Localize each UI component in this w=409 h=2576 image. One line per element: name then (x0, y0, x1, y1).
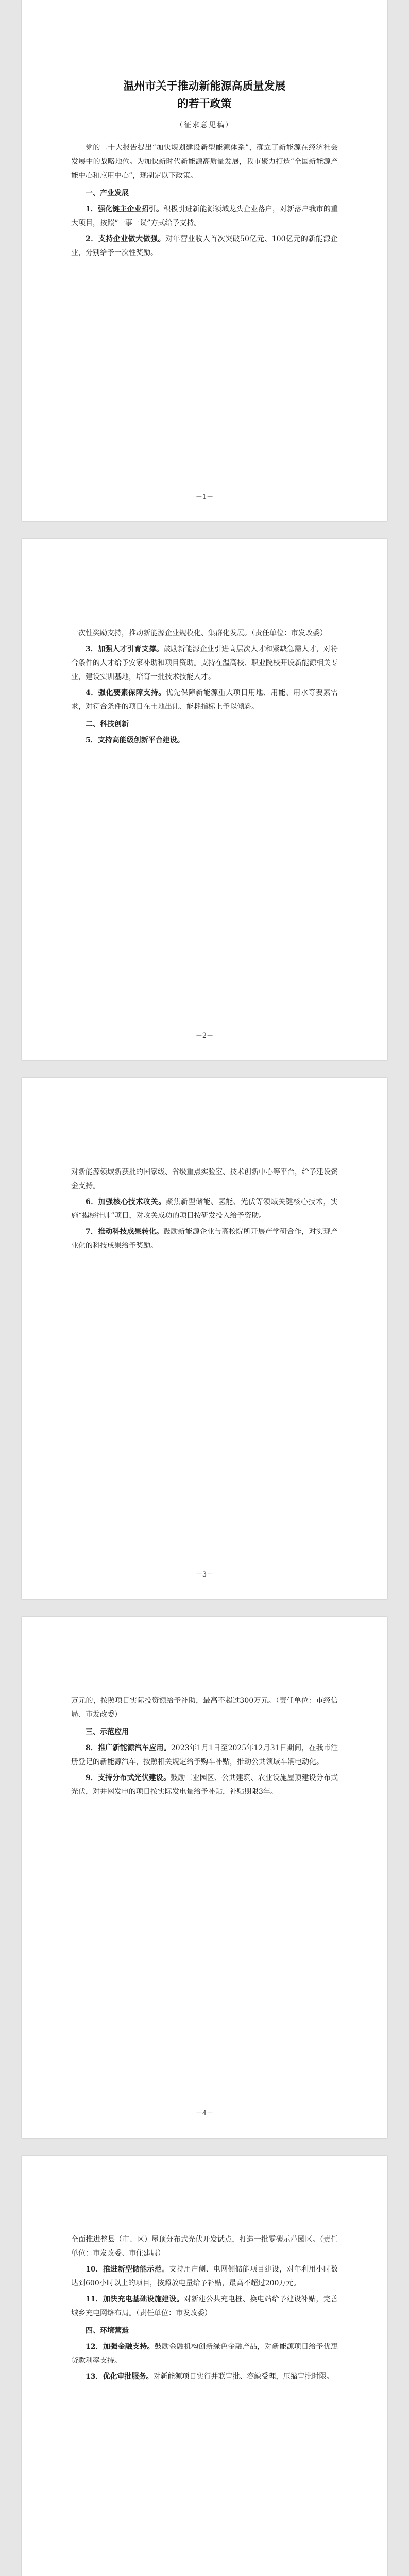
policy-item-9-lead: 9．支持分布式光伏建设。 (86, 1774, 171, 1782)
policy-item-4-lead: 4．强化要素保障支持。 (86, 689, 166, 697)
policy-item-11-lead: 11．加快充电基础设施建设。 (86, 2295, 184, 2303)
page-number: －4－ (195, 2110, 214, 2117)
policy-item-11-body: 对新建公共充电桩、换电站给予建设补贴，完善城乡充电网络布局。（责任单位：市发改委） (71, 2295, 338, 2317)
policy-item-8 (71, 1741, 338, 1769)
document-page-3 (22, 1078, 387, 1599)
policy-item-7-lead: 7．推动科技成果转化。 (86, 1228, 164, 1236)
policy-item-6 (71, 1195, 338, 1223)
policy-item-7-body: 鼓励新能源企业与高校院所开展产学研合作，对实现产业化的科技成果给予奖励。 (71, 1228, 338, 1250)
document-page-5 (22, 2156, 387, 2576)
page-number: －2－ (195, 1032, 214, 1040)
policy-item-7 (71, 1225, 338, 1253)
continued-paragraph: 全面推进整县（市、区）屋顶分布式光伏开发试点，打造一批零碳示范园区。（责任单位：市发改委、市住建局） (71, 2235, 338, 2258)
document-subtitle: （征求意见稿） (176, 121, 233, 129)
continued-paragraph: 万元的，按照项目实际投资额给予补助，最高不超过300万元。（责任单位：市经信局、市发改委） (71, 1697, 338, 1719)
policy-item-3-body: 鼓励新能源企业引进高层次人才和紧缺急需人才，对符合条件的人才给予安家补助和项目资助。支持在温高校、职业院校开设新能源相关专业，建设实训基地，培育一批技术技能人才。 (71, 645, 338, 681)
policy-item-12-body: 鼓励金融机构创新绿色金融产品，对新能源项目给予优惠贷款利率支持。 (71, 2343, 338, 2365)
document-page-2 (22, 539, 387, 1060)
policy-item-10 (71, 2263, 338, 2291)
section-heading-1: 一、产业发展 (86, 189, 129, 197)
policy-item-2-body: 对年营业收入首次突破50亿元、100亿元的新能源企业，分别给予一次性奖励。 (71, 235, 338, 257)
policy-item-1-lead: 1．强化链主企业招引。 (86, 205, 164, 213)
policy-item-13-lead: 13．优化审批服务。 (86, 2372, 154, 2381)
policy-item-9 (71, 1771, 338, 1799)
document-page-1 (22, 0, 387, 521)
title-line-1: 温州市关于推动新能源高质量发展 (123, 80, 286, 92)
policy-item-3-lead: 3．加强人才引育支撑。 (86, 645, 164, 653)
page-number: －3－ (195, 1571, 214, 1579)
policy-item-5 (71, 734, 338, 748)
policy-item-2 (71, 232, 338, 260)
page-number: －1－ (195, 493, 214, 501)
policy-item-3 (71, 642, 338, 684)
policy-item-5-lead: 5．支持高能级创新平台建设。 (86, 736, 184, 744)
title-line-2: 的若干政策 (177, 97, 232, 110)
continued-paragraph: 对新能源领域新获批的国家级、省级重点实验室、技术创新中心等平台，给予建设资金支持。 (71, 1168, 338, 1190)
policy-item-13 (71, 2370, 338, 2384)
policy-item-8-lead: 8．推广新能源汽车应用。 (86, 1744, 171, 1752)
policy-item-9-body: 鼓励工业园区、公共建筑、农业设施屋顶建设分布式光伏，对并网发电的项目按实际发电量给予补贴，补贴期限3年。 (71, 1774, 338, 1796)
policy-item-6-lead: 6．加强核心技术攻关。 (86, 1198, 166, 1206)
policy-item-12-lead: 12．加强金融支持。 (86, 2343, 155, 2351)
policy-item-8-body: 2023年1月1日至2025年12月31日期间，在我市注册登记的新能源汽车，按照相关规定给予购车补贴，推动公共领域车辆电动化。 (71, 1744, 338, 1766)
policy-item-12 (71, 2340, 338, 2368)
policy-item-6-body: 聚焦新型储能、氢能、光伏等领域关键核心技术，实施“揭榜挂帅”项目，对攻关成功的项目按研发投入给予资助。 (71, 1198, 338, 1220)
section-heading-3: 三、示范应用 (86, 1728, 129, 1736)
policy-item-10-body: 支持用户侧、电网侧储能项目建设，对年利用小时数达到600小时以上的项目，按照放电量给予补贴，最高不超过200万元。 (71, 2265, 338, 2287)
section-heading-2: 二、科技创新 (86, 720, 129, 728)
intro-paragraph: 党的二十大报告提出“加快规划建设新型能源体系”，确立了新能源在经济社会发展中的战略地位。为加快新时代新能源高质量发展，我市聚力打造“全国新能源产能中心和应用中心”，现制定以下政策。 (71, 144, 338, 180)
document-page-4 (22, 1617, 387, 2138)
policy-item-11 (71, 2293, 338, 2320)
policy-item-4-body: 优先保障新能源重大项目用地、用能、用水等要素需求，对符合条件的项目在土地出让、能耗指标上予以倾斜。 (71, 689, 338, 711)
policy-item-1 (71, 202, 338, 230)
section-heading-4: 四、环境营造 (86, 2327, 129, 2335)
policy-item-1-body: 积极引进新能源领域龙头企业落户，对新落户我市的重大项目，按照“一事一议”方式给予支持。 (71, 205, 338, 227)
continued-paragraph: 一次性奖励支持，推动新能源企业规模化、集群化发展。（责任单位：市发改委） (71, 629, 327, 637)
policy-item-4 (71, 686, 338, 714)
policy-item-13-body: 对新能源项目实行并联审批、容缺受理，压缩审批时限。 (153, 2372, 334, 2381)
policy-item-10-lead: 10．推进新型储能示范。 (86, 2265, 169, 2274)
policy-item-2-lead: 2．支持企业做大做强。 (86, 235, 166, 243)
document-title (71, 77, 338, 112)
